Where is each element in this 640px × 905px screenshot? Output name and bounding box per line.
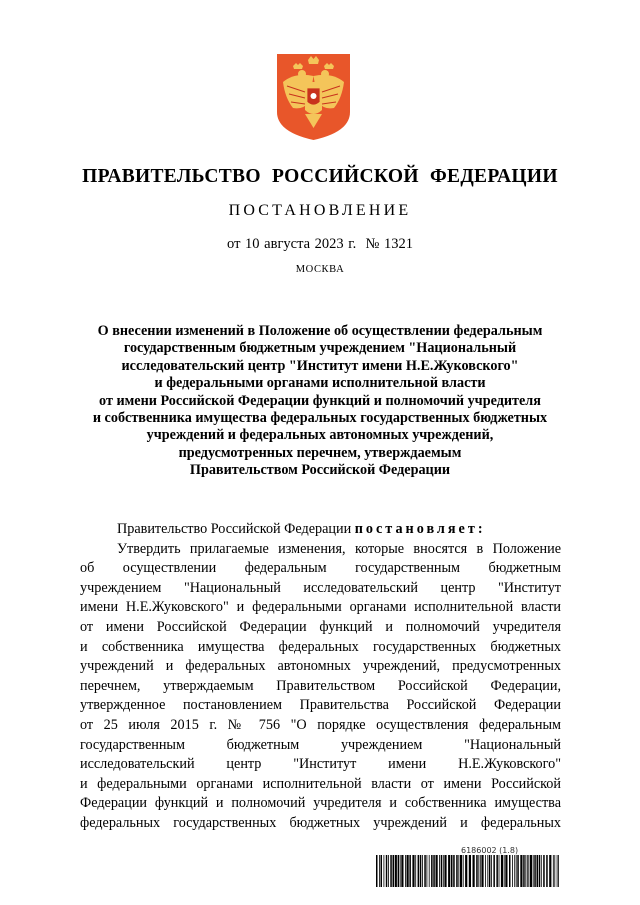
body-line: от имени Российской Федерации функций и полномочий учредителя [80, 618, 561, 635]
barcode-bar [386, 855, 388, 887]
subject-line: О внесении изменений в Положение об осуществлении федеральным [97, 323, 543, 339]
barcode-bar [520, 855, 522, 887]
body-line: перечнем, утверждаемым Правительством Российской Федерации, [80, 677, 561, 694]
coat-of-arms-icon [275, 52, 352, 142]
barcode-bar [398, 855, 400, 887]
barcode-bar [509, 855, 511, 887]
body-line: от 25 июля 2015 г. № 756 "О порядке осуществления федеральным [80, 716, 561, 733]
subject-line: и собственника имущества федеральных государственных бюджетных [92, 410, 548, 427]
barcode-bar [528, 855, 529, 887]
body-line: Федерации функций и полномочий учредителя и собственника имущества [80, 795, 561, 812]
barcode-bar [448, 855, 450, 887]
barcode-bar [465, 855, 467, 887]
subject-line: Правительством Российской Федерации [189, 462, 451, 479]
barcode-bar [463, 855, 464, 887]
barcode-bar [541, 855, 542, 887]
body-decrees: постановляет: [354, 521, 486, 537]
barcode-bar [480, 855, 481, 887]
body-line: об осуществлении федеральным государственным бюджетным [80, 560, 561, 577]
barcode-bar [493, 855, 495, 887]
subject-line: государственным бюджетным учреждением "Национальный [123, 340, 517, 357]
barcode-bar [456, 855, 458, 887]
barcode-bar [458, 855, 459, 887]
body-line: и федеральными органами исполнительной власти от имени Российской [80, 775, 561, 792]
barcode-bar [481, 855, 483, 887]
barcode-bar [431, 855, 433, 887]
barcode-bar [543, 855, 545, 887]
barcode-bar [505, 855, 507, 887]
barcode-bar [558, 855, 559, 887]
barcode-bar [415, 855, 416, 887]
barcode-bar [539, 855, 541, 887]
barcode-bar [549, 855, 551, 887]
body-line: исследовательский центр "Институт имени Н.Е.Жуковского" [80, 756, 561, 773]
document-subject [70, 323, 570, 480]
barcode-bar [418, 855, 420, 887]
barcode-bar [441, 855, 443, 887]
barcode-bar [384, 855, 385, 887]
body-line: имени Н.Е.Жуковского" и федеральными органами исполнительной власти [80, 599, 561, 616]
subject-line: и федеральными органами исполнительной власти [154, 375, 486, 392]
subject-line: предусмотренных перечнем, утверждаемым [178, 444, 462, 461]
barcode-bar [427, 855, 428, 887]
barcode-bar [534, 855, 536, 887]
barcode-icon [376, 855, 560, 887]
body-intro: Правительство Российской Федерации [117, 521, 352, 537]
barcode-bar [533, 855, 534, 887]
barcode-bar [554, 855, 555, 887]
barcode-bar [388, 855, 389, 887]
barcode-bar [501, 855, 503, 887]
barcode-bar [485, 855, 486, 887]
subject-line: от имени Российской Федерации функций и полномочий учредителя [99, 392, 541, 409]
barcode-bar [422, 855, 423, 887]
barcode-bar [433, 855, 435, 887]
barcode-bar [453, 855, 455, 887]
barcode-bar [499, 855, 500, 887]
barcode-label: 6186002 (1.8) [461, 846, 519, 855]
barcode-bar [514, 855, 515, 887]
barcode-bar [444, 855, 446, 887]
body-line: Утвердить прилагаемые изменения, которые вносятся в Положение [117, 540, 561, 557]
barcode-bar [460, 855, 462, 887]
barcode-bar [395, 855, 397, 887]
barcode-bar [496, 855, 498, 887]
city: МОСКВА [295, 264, 345, 275]
barcode-bar [491, 855, 492, 887]
barcode-bar [546, 855, 548, 887]
barcode-bar [429, 855, 430, 887]
document-body [80, 520, 561, 834]
barcode-bar [443, 855, 444, 887]
barcode-bar [512, 855, 513, 887]
barcode-bar [525, 855, 526, 887]
barcode-bar [504, 855, 505, 887]
barcode-bar [390, 855, 392, 887]
barcode-bar [527, 855, 528, 887]
subject-line: исследовательский центр "Институт имени Н.Е.Жуковского" [121, 357, 519, 374]
subject-line: учреждений и федеральных автономных учреждений, [146, 427, 494, 444]
barcode-bar [379, 855, 380, 887]
body-line: и собственника имущества федеральных государственных бюджетных [80, 638, 561, 655]
barcode-bar [473, 855, 475, 887]
body-line: утвержденное постановлением Правительства Российской Федерации [80, 697, 561, 714]
barcode-bar [420, 855, 422, 887]
document-type: ПОСТАНОВЛЕНИЕ [228, 202, 412, 219]
barcode-bar [400, 855, 401, 887]
barcode-bar [553, 855, 554, 887]
barcode-bar [487, 855, 488, 887]
barcode-bar [376, 855, 378, 887]
barcode-bar [439, 855, 440, 887]
barcode-bar [523, 855, 525, 887]
barcode-bar [381, 855, 383, 887]
body-line: государственным бюджетным учреждением "Национальный [80, 736, 561, 753]
barcode-bar [407, 855, 409, 887]
barcode-bar [537, 855, 539, 887]
barcode-bar [436, 855, 438, 887]
body-line: федеральных государственных бюджетных учреждений и федеральных [80, 814, 561, 831]
barcode-bar [412, 855, 414, 887]
barcode-bar [409, 855, 411, 887]
barcode-bar [530, 855, 532, 887]
barcode-bar [476, 855, 478, 887]
barcode-bar [557, 855, 558, 887]
barcode-bar [401, 855, 403, 887]
document-date-number: от 10 августа 2023 г. № 1321 [227, 236, 413, 252]
barcode-bar [489, 855, 491, 887]
barcode-bar [451, 855, 453, 887]
government-title: ПРАВИТЕЛЬСТВО РОССИЙСКОЙ ФЕДЕРАЦИИ [82, 166, 558, 187]
body-line: учреждением "Национальный исследовательский центр "Институт [80, 579, 561, 596]
barcode-bar [517, 855, 519, 887]
barcode-bar [516, 855, 517, 887]
barcode-bar [478, 855, 479, 887]
body-line: учреждений и федеральных автономных учреждений, предусмотренных [80, 658, 561, 675]
body-intro-line [80, 520, 561, 540]
barcode-bar [424, 855, 426, 887]
barcode-bar [393, 855, 395, 887]
barcode-bar [469, 855, 471, 887]
barcode-bar [405, 855, 406, 887]
